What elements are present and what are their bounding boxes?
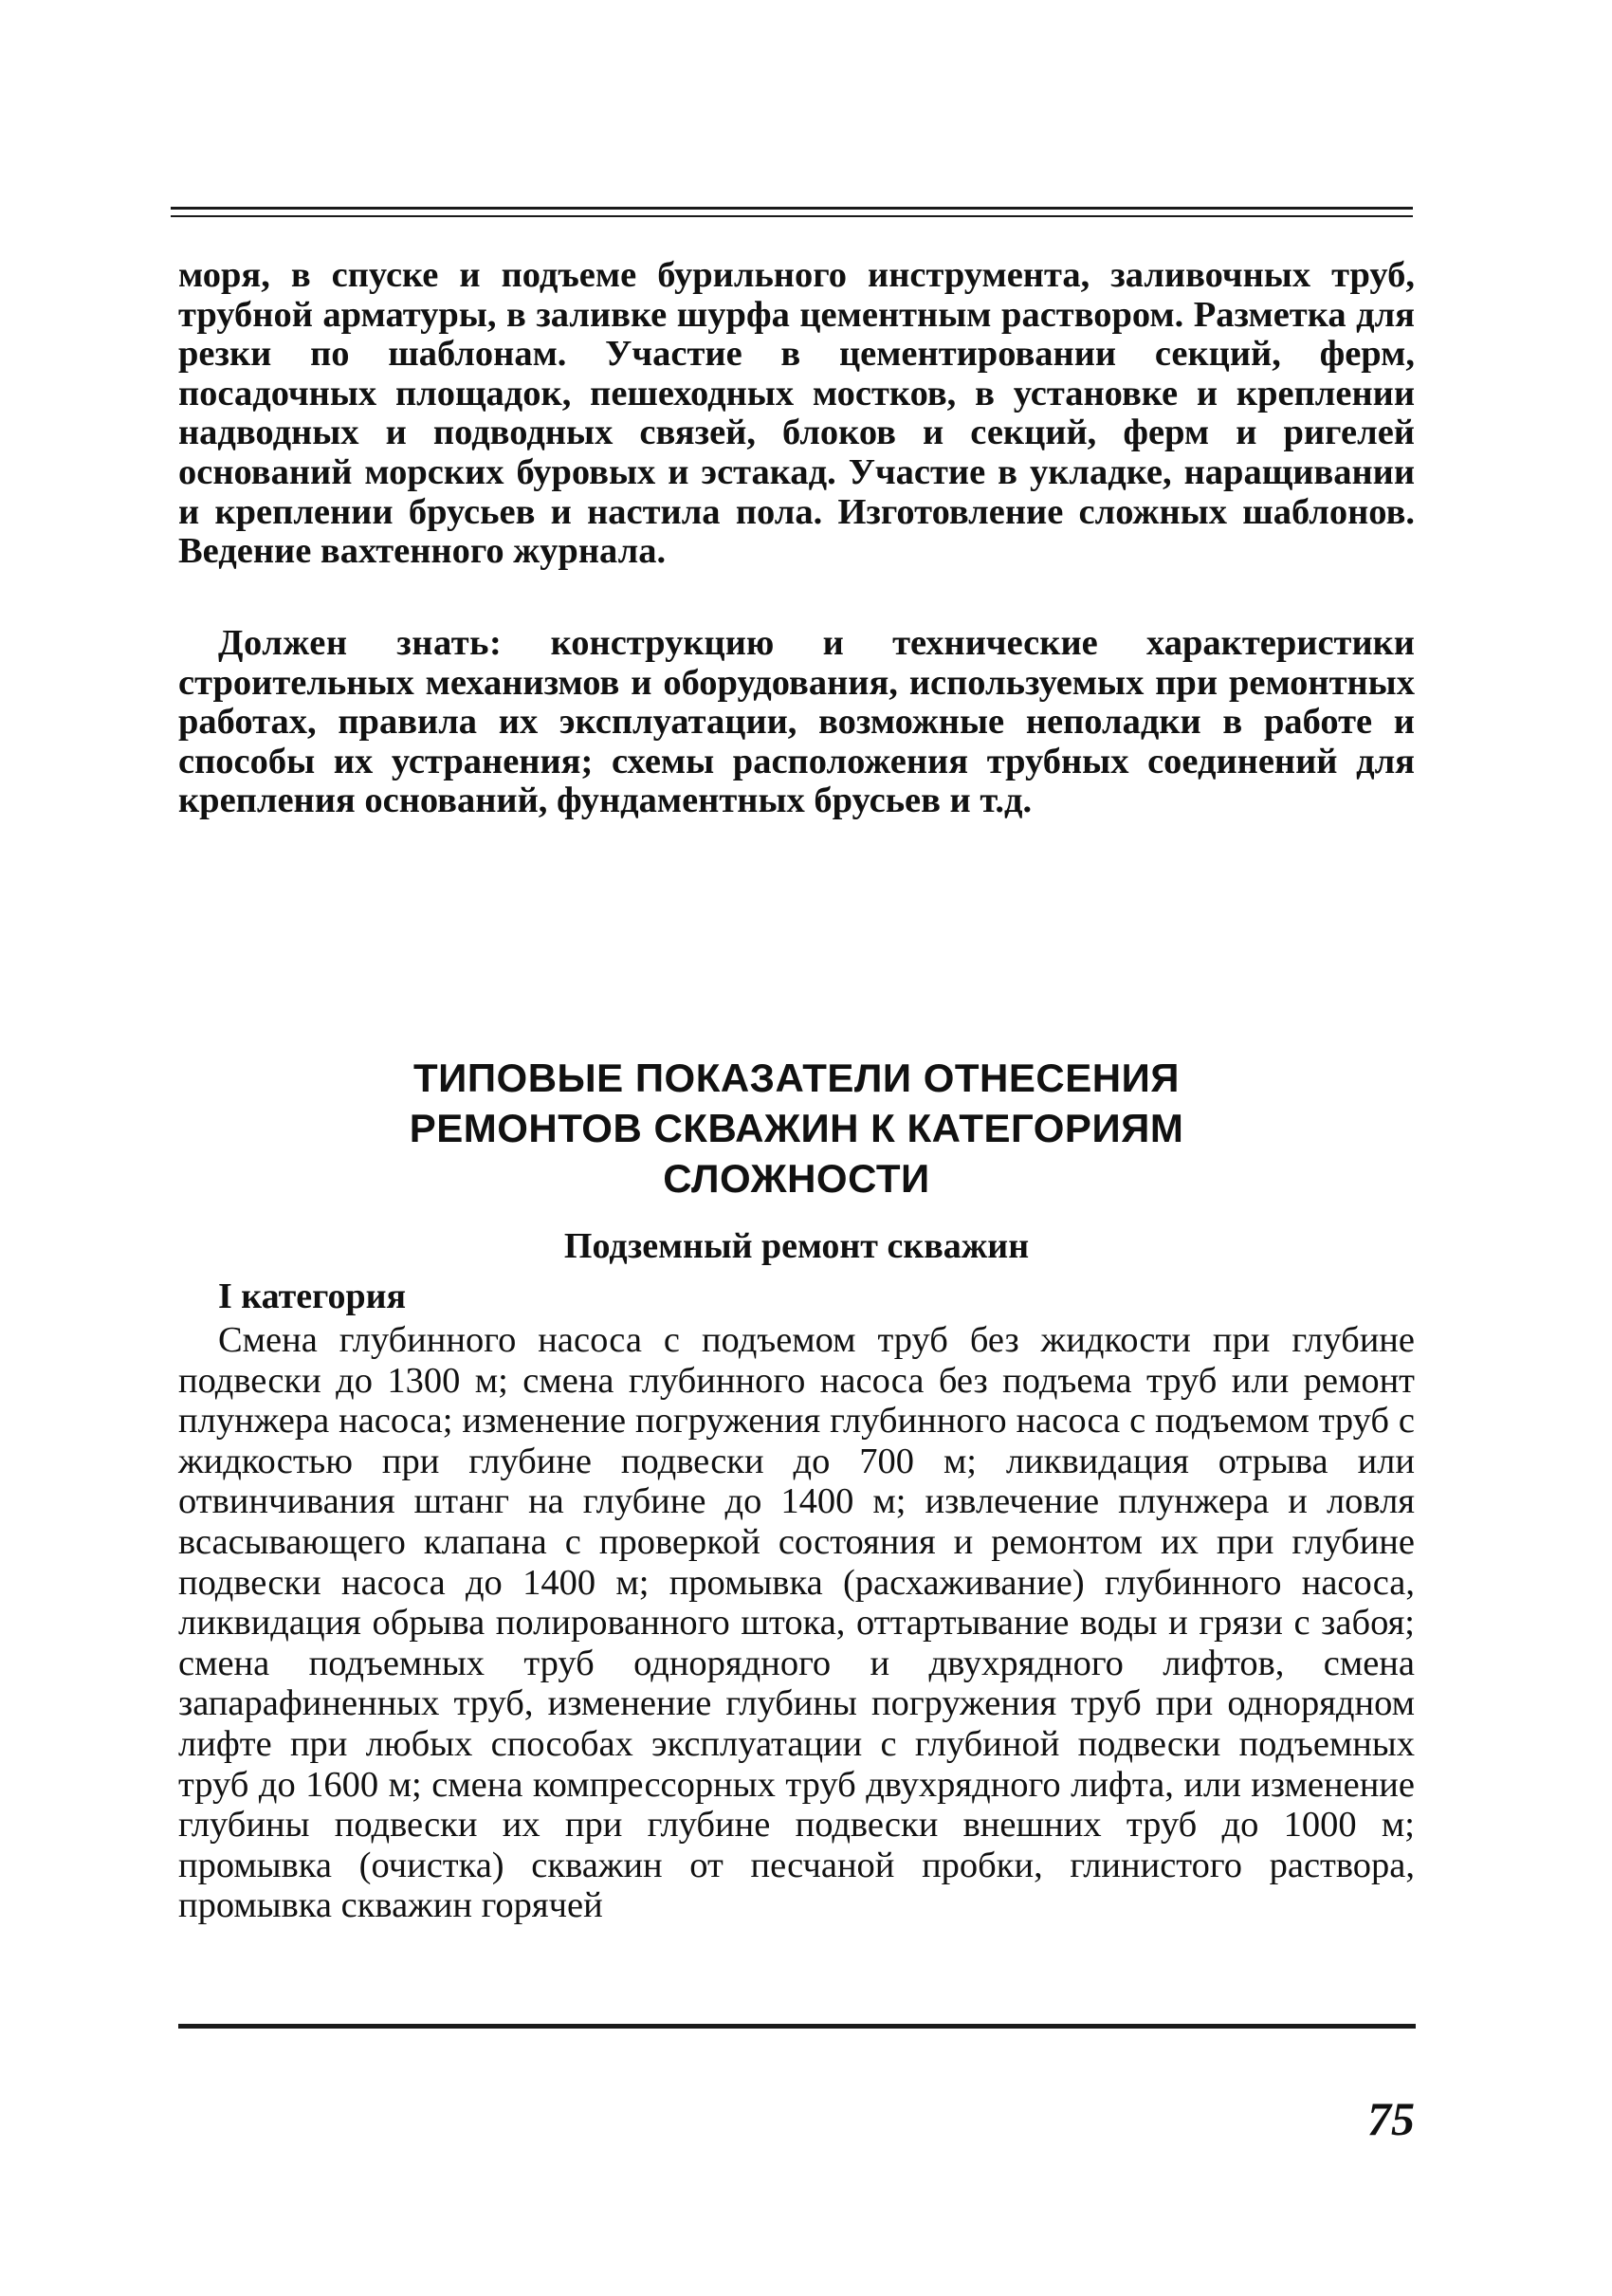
must-know-lead: Должен знать:: [218, 623, 503, 663]
top-rule-line: [171, 207, 1413, 210]
heading-line-3: СЛОЖНОСТИ: [663, 1156, 930, 1201]
page-number: 75: [1367, 2092, 1415, 2145]
heading-line-2: РЕМОНТОВ СКВАЖИН К КАТЕГОРИЯМ: [409, 1106, 1184, 1150]
must-know-body: конструкцию и технические характеристики строительных механизмов и оборудования, используемых при ремонтных работах, правила их эксплуатации, возможные неполадки в работе и способы их устранения; схемы расположения трубных соединений для крепления оснований, фундаментных брусьев и т.д.: [178, 623, 1415, 821]
heading-line-1: ТИПОВЫЕ ПОКАЗАТЕЛИ ОТНЕСЕНИЯ: [413, 1056, 1180, 1100]
bottom-rule: [178, 2024, 1416, 2029]
top-double-rule: [171, 207, 1413, 220]
section-heading: [178, 1053, 1415, 1203]
top-rule-line: [171, 215, 1413, 217]
paragraph-must-know: [178, 624, 1415, 821]
paragraph-2: [178, 624, 1415, 821]
category-label: I категория: [218, 1277, 407, 1316]
paragraph-3-text: Смена глубинного насоса с подъемом труб без жидкости при глубине подвески до 1300 м; смена глубинного насоса без подъема труб или ремонт плунжера насоса; изменение погружения глубинного насоса с подъемом труб с жидкостью при глубине подвески до 700 м; ликвидация отрыва или отвинчивания штанг на глубине до 1400 м; извлечение плунжера и ловля всасывающего клапана с проверкой состояния и ремонтом их при глубине подвески насоса до 1400 м; промывка (расхаживание) глубинного насоса, ликвидация обрыва полированного штока, оттартывание воды и грязи с забоя; смена подъемных труб однорядного и двухрядного лифтов, смена запарафиненных труб, изменение глубины погружения труб при однорядном лифте при любых способах эксплуатации с глубиной подвески подъемных труб до 1600 м; смена компрессорных труб двухрядного лифта, или изменение глубины подвески их при глубине подвески внешних труб до 1000 м; промывка (очистка) скважин от песчаной пробки, глинистого раствора, промывка скважин горячей: [178, 1320, 1415, 1926]
paragraph-1-text: моря, в спуске и подъеме бурильного инструмента, заливочных труб, трубной арматуры, в заливке шурфа цементным раствором. Разметка для резки по шаблонам. Участие в цементировании секций, ферм, посадочных площадок, пешеходных мостков, в установке и креплении надводных и подводных связей, блоков и секций, ферм и ригелей оснований морских буровых и эстакад. Участие в укладке, наращивании и креплении брусьев и настила пола. Изготовление сложных шаблонов. Ведение вахтенного журнала.: [178, 255, 1415, 572]
paragraph-continuation: [178, 256, 1415, 572]
category-description: [178, 1320, 1415, 1926]
subsection-heading: Подземный ремонт скважин: [563, 1226, 1030, 1266]
